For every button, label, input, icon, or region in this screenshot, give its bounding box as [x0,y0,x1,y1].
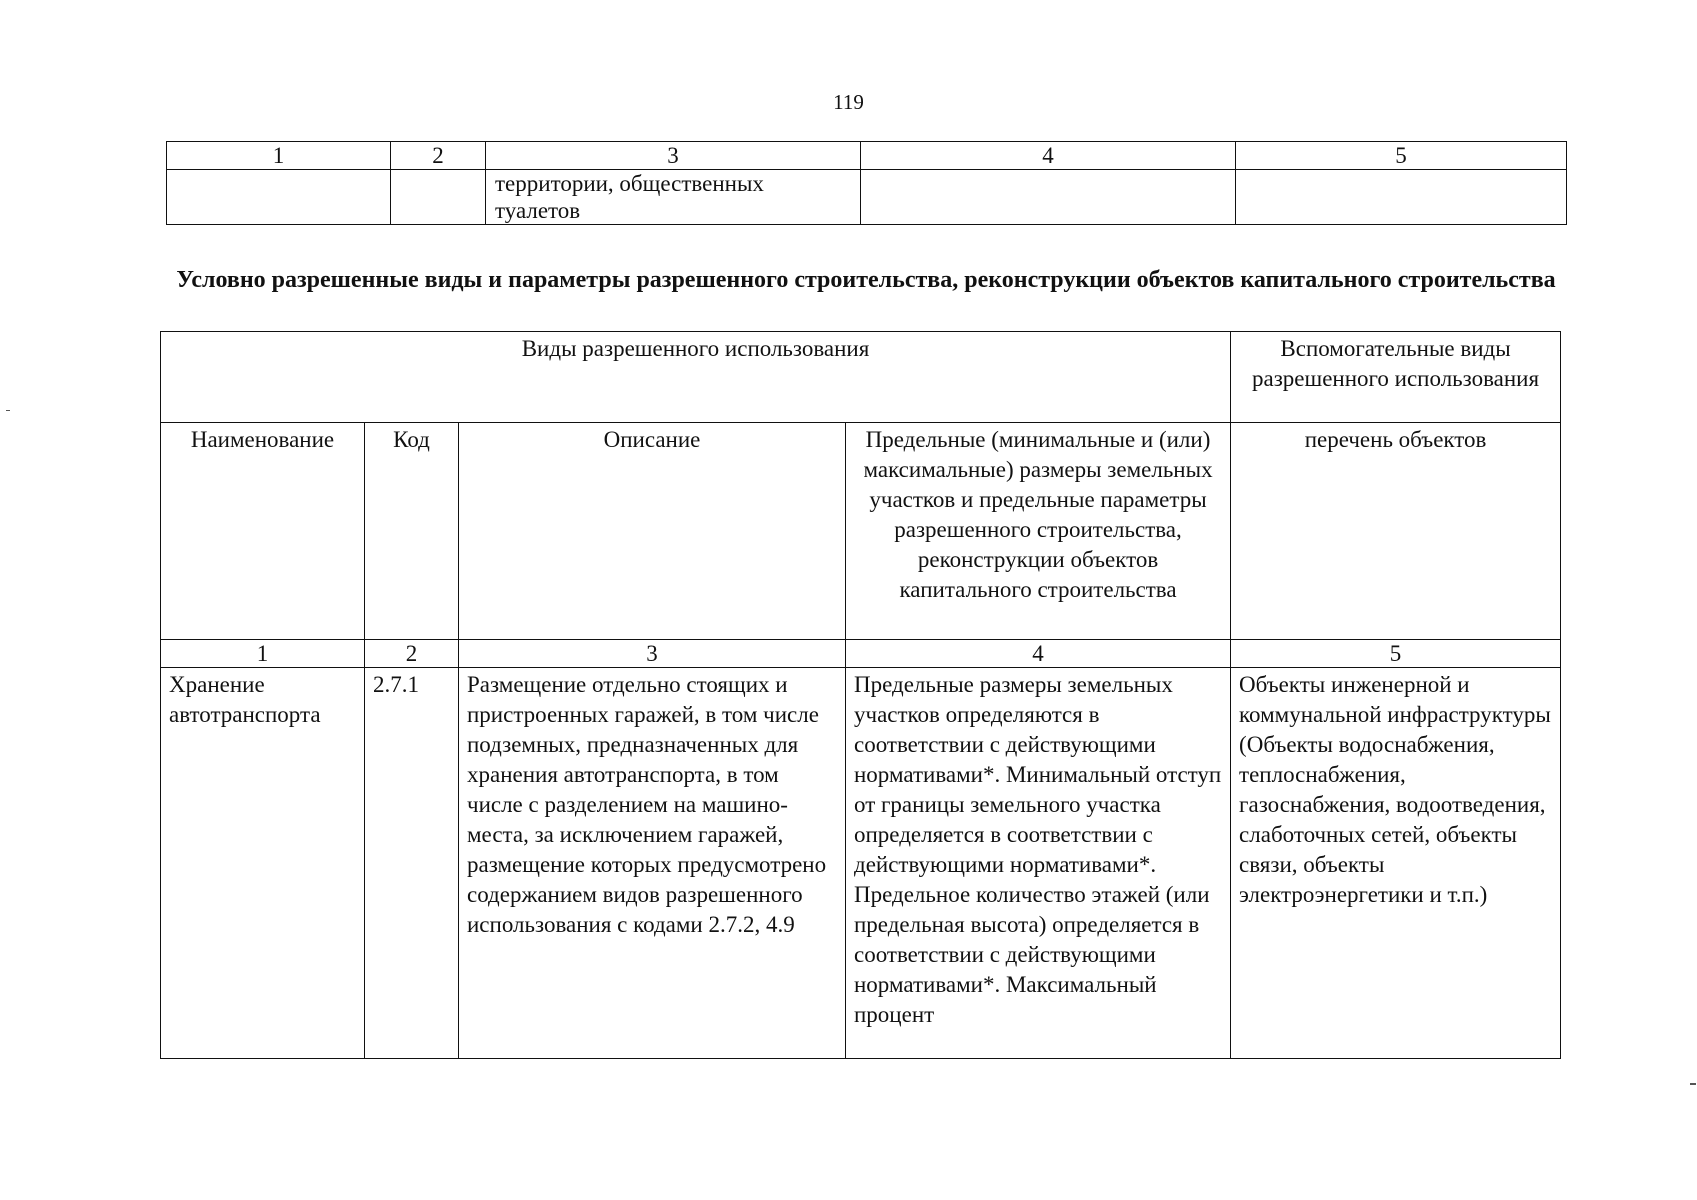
table-row [161,668,1561,1059]
scan-mark [6,410,10,411]
continuation-table [166,141,1567,225]
table-cell: территории, общественных туалетов [486,170,861,225]
column-number: 2 [365,640,459,668]
column-number: 1 [161,640,365,668]
column-number: 4 [861,142,1236,170]
header-name: Наименование [161,423,365,640]
column-number: 3 [459,640,846,668]
group-header-row [161,332,1561,423]
group-header-aux: Вспомогательные виды разрешенного использования [1231,332,1561,423]
column-number: 1 [167,142,391,170]
row-description: Размещение отдельно стоящих и пристроенных гаражей, в том числе подземных, предназначенных для хранения автотранспорта, в том числе с разделением на машино-места, за исключением гаражей, размещение которых предусмотрено содержанием видов разрешенного использования с кодами 2.7.2, 4.9 [459,668,846,1059]
header-objects: перечень объектов [1231,423,1561,640]
column-number: 4 [846,640,1231,668]
scan-mark [1690,1083,1696,1085]
column-number: 5 [1236,142,1567,170]
column-number-row [161,640,1561,668]
header-description: Описание [459,423,846,640]
row-name: Хранение автотранспорта [161,668,365,1059]
page-number: 119 [833,90,864,114]
table-cell [391,170,486,225]
main-table [160,331,1561,1059]
group-header-main: Виды разрешенного использования [161,332,1231,423]
table-cell [1236,170,1567,225]
column-number: 2 [391,142,486,170]
column-number: 3 [486,142,861,170]
column-number: 5 [1231,640,1561,668]
row-params: Предельные размеры земельных участков определяются в соответствии с действующими нормативами*. Минимальный отступ от границы земельного участка определяется в соответствии с действующими нормативами*. Предельное количество этажей (или предельная высота) определяется в соответствии с действующими нормативами*. Максимальный процент [846,668,1231,1059]
section-title: Условно разрешенные виды и параметры разрешенного строительства, реконструкции объектов капитального строительства [176,267,1556,293]
row-objects: Объекты инженерной и коммунальной инфраструктуры (Объекты водоснабжения, теплоснабжения, газоснабжения, водоотведения, слаботочных сетей, объекты связи, объекты электроэнергетики и т.п.) [1231,668,1561,1059]
table-cell [167,170,391,225]
header-code: Код [365,423,459,640]
column-number-row [167,142,1567,170]
header-params: Предельные (минимальные и (или) максимальные) размеры земельных участков и предельные параметры разрешенного строительства, реконструкции объектов капитального строительства [846,423,1231,640]
table-row [167,170,1567,225]
row-code: 2.7.1 [365,668,459,1059]
column-header-row [161,423,1561,640]
table-cell [861,170,1236,225]
